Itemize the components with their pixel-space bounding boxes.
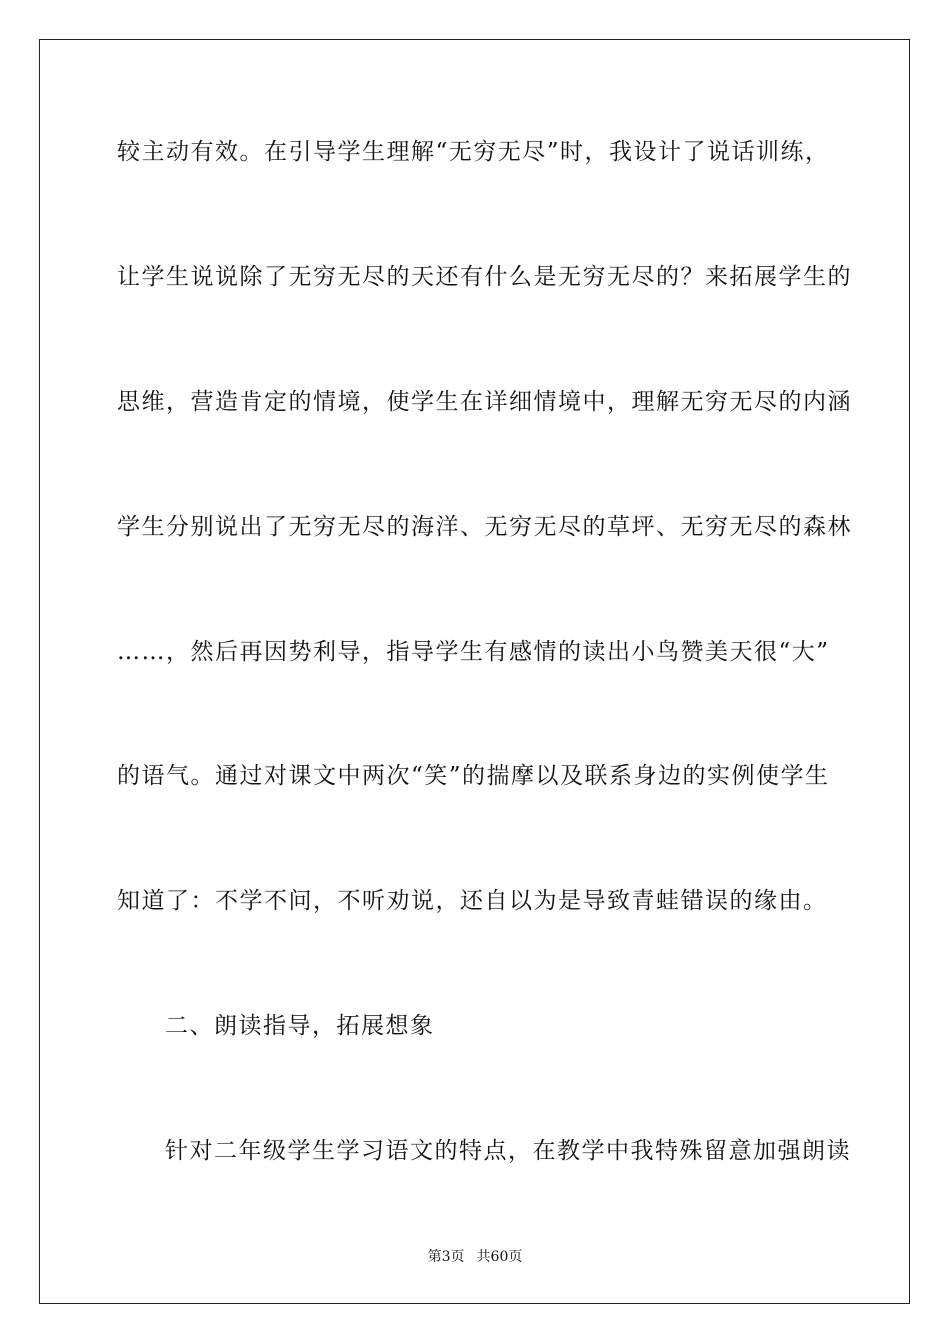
- page-border: [39, 39, 910, 1304]
- page-total: 共60页: [476, 1249, 523, 1265]
- body-text-line: 思维，营造肯定的情境，使学生在详细情境中，理解无穷无尽的内涵: [117, 389, 852, 415]
- body-text-line: 的语气。通过对课文中两次“笑”的揣摩以及联系身边的实例使学生: [117, 763, 830, 789]
- body-text-line: 较主动有效。在引导学生理解“无穷无尽”时，我设计了说话训练，: [117, 139, 830, 165]
- body-text-line: 学生分别说出了无穷无尽的海洋、无穷无尽的草坪、无穷无尽的森林: [117, 514, 852, 540]
- body-text-line: ……，然后再因势利导，指导学生有感情的读出小鸟赞美天很“大”: [117, 639, 830, 665]
- body-text-line: 让学生说说除了无穷无尽的天还有什么是无穷无尽的？来拓展学生的: [117, 264, 852, 290]
- body-text-line: 知道了：不学不问，不听劝说，还自以为是导致青蛙错误的缘由。: [117, 888, 828, 914]
- page-footer: [0, 1248, 950, 1266]
- paragraph-start-line: 针对二年级学生学习语文的特点，在教学中我特殊留意加强朗读: [165, 1138, 851, 1164]
- section-heading: 二、朗读指导，拓展想象: [165, 1013, 435, 1039]
- page-number: 第3页: [427, 1249, 465, 1265]
